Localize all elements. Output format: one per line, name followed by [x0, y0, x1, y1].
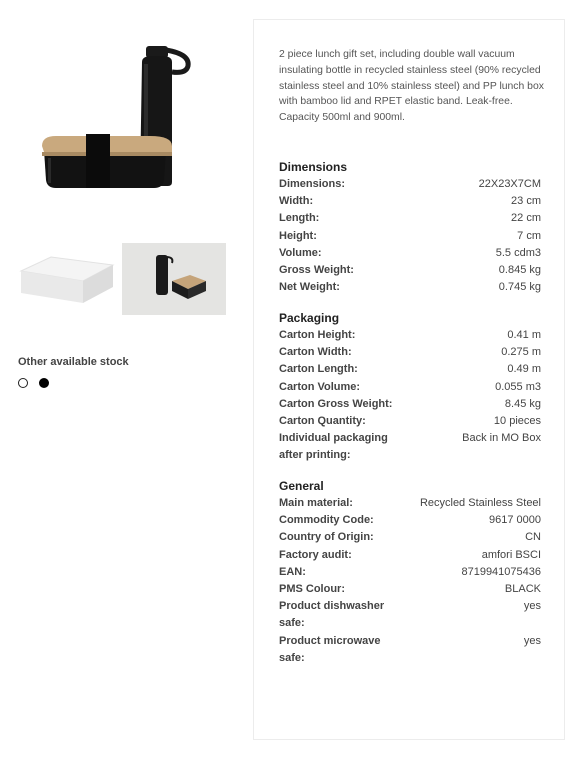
general-section: [279, 478, 541, 667]
spec-value: 7 cm: [517, 229, 541, 242]
spec-row: [279, 547, 541, 564]
spec-row: [279, 581, 541, 598]
spec-label: Individual packaging after printing:: [279, 432, 388, 462]
swatch-black[interactable]: [39, 378, 49, 388]
swatch-white[interactable]: [18, 378, 28, 388]
spec-value: 22 cm: [511, 212, 541, 225]
spec-row: [279, 176, 541, 193]
section-title: Packaging: [279, 311, 340, 325]
section-title: General: [279, 479, 324, 493]
spec-value: 0.845 kg: [498, 264, 541, 277]
spec-row: [279, 228, 541, 245]
packaging-section: [279, 310, 541, 465]
spec-row: [279, 361, 541, 378]
gift-box-image: [15, 243, 119, 315]
spec-value: yes: [523, 634, 541, 647]
spec-row: [279, 279, 541, 296]
spec-value: 0.745 kg: [498, 281, 541, 294]
spec-label: Gross Weight:: [279, 264, 354, 277]
other-stock-title: Other available stock: [18, 356, 129, 368]
spec-label: Carton Quantity:: [279, 415, 366, 428]
spec-value: 5.5 cdm3: [495, 246, 541, 259]
spec-label: Main material:: [279, 497, 353, 509]
spec-label: Carton Gross Weight:: [279, 397, 393, 410]
product-details-panel: [253, 19, 565, 740]
spec-label: Carton Width:: [279, 346, 352, 359]
spec-value: Recycled Stainless Steel: [419, 497, 541, 509]
dimensions-section: [279, 159, 541, 296]
thumbnail-product[interactable]: [122, 243, 226, 315]
spec-label: EAN:: [279, 565, 306, 578]
spec-label: Width:: [279, 195, 314, 208]
spec-value: 10 pieces: [493, 415, 541, 428]
product-thumb-image: [122, 243, 226, 315]
spec-label: Country of Origin:: [279, 531, 374, 544]
product-gallery: [0, 0, 250, 759]
spec-label: Product dishwasher safe:: [279, 600, 385, 630]
spec-value: 8719941075436: [461, 565, 541, 578]
spec-value: Back in MO Box: [462, 432, 541, 445]
spec-label: Dimensions:: [279, 178, 346, 190]
spec-row: [279, 529, 541, 546]
spec-row: [279, 193, 541, 210]
spec-label: Length:: [279, 212, 320, 225]
spec-label: Volume:: [279, 246, 322, 259]
spec-row: [279, 633, 541, 667]
spec-label: Factory audit:: [279, 548, 352, 561]
spec-value: 23 cm: [511, 195, 541, 208]
spec-row: [279, 495, 541, 512]
spec-label: Carton Height:: [279, 329, 356, 341]
spec-value: 8.45 kg: [504, 397, 541, 410]
spec-value: BLACK: [504, 583, 541, 596]
product-description: 2 piece lunch gift set, including double wall vacuum insulating bottle in recycled stainless steel (90% recycled stainless steel and 10% stainless steel) and PP lunch box with bamboo lid and RPET elastic band. Leak-free. Capacity 500ml and 900ml.: [279, 49, 544, 124]
spec-row: [279, 598, 541, 632]
spec-label: Carton Volume:: [279, 380, 361, 393]
color-swatches: [18, 378, 49, 388]
spec-value: 0.49 m: [507, 363, 541, 376]
spec-value: 22X23X7CM: [478, 178, 541, 190]
thumbnail-gift-box[interactable]: [15, 243, 119, 315]
spec-label: Product microwave safe:: [279, 634, 381, 664]
spec-value: 9617 0000: [489, 514, 541, 527]
spec-value: 0.055 m3: [495, 380, 541, 393]
spec-value: 0.41 m: [507, 329, 541, 341]
spec-row: [279, 210, 541, 227]
spec-value: CN: [525, 531, 541, 544]
spec-label: Commodity Code:: [279, 514, 374, 527]
spec-row: [279, 327, 541, 344]
spec-row: [279, 396, 541, 413]
spec-row: [279, 430, 541, 464]
spec-label: Net Weight:: [279, 281, 340, 294]
spec-label: Height:: [279, 229, 317, 242]
main-product-image[interactable]: [30, 38, 225, 198]
spec-row: [279, 512, 541, 529]
spec-row: [279, 245, 541, 262]
spec-row: [279, 344, 541, 361]
spec-row: [279, 413, 541, 430]
spec-row: [279, 564, 541, 581]
spec-label: PMS Colour:: [279, 583, 345, 596]
section-title: Dimensions: [279, 160, 348, 174]
spec-value: 0.275 m: [501, 346, 541, 359]
spec-value: amfori BSCI: [481, 548, 541, 561]
spec-label: Carton Length:: [279, 363, 358, 376]
spec-value: yes: [523, 600, 541, 613]
spec-row: [279, 379, 541, 396]
spec-row: [279, 262, 541, 279]
